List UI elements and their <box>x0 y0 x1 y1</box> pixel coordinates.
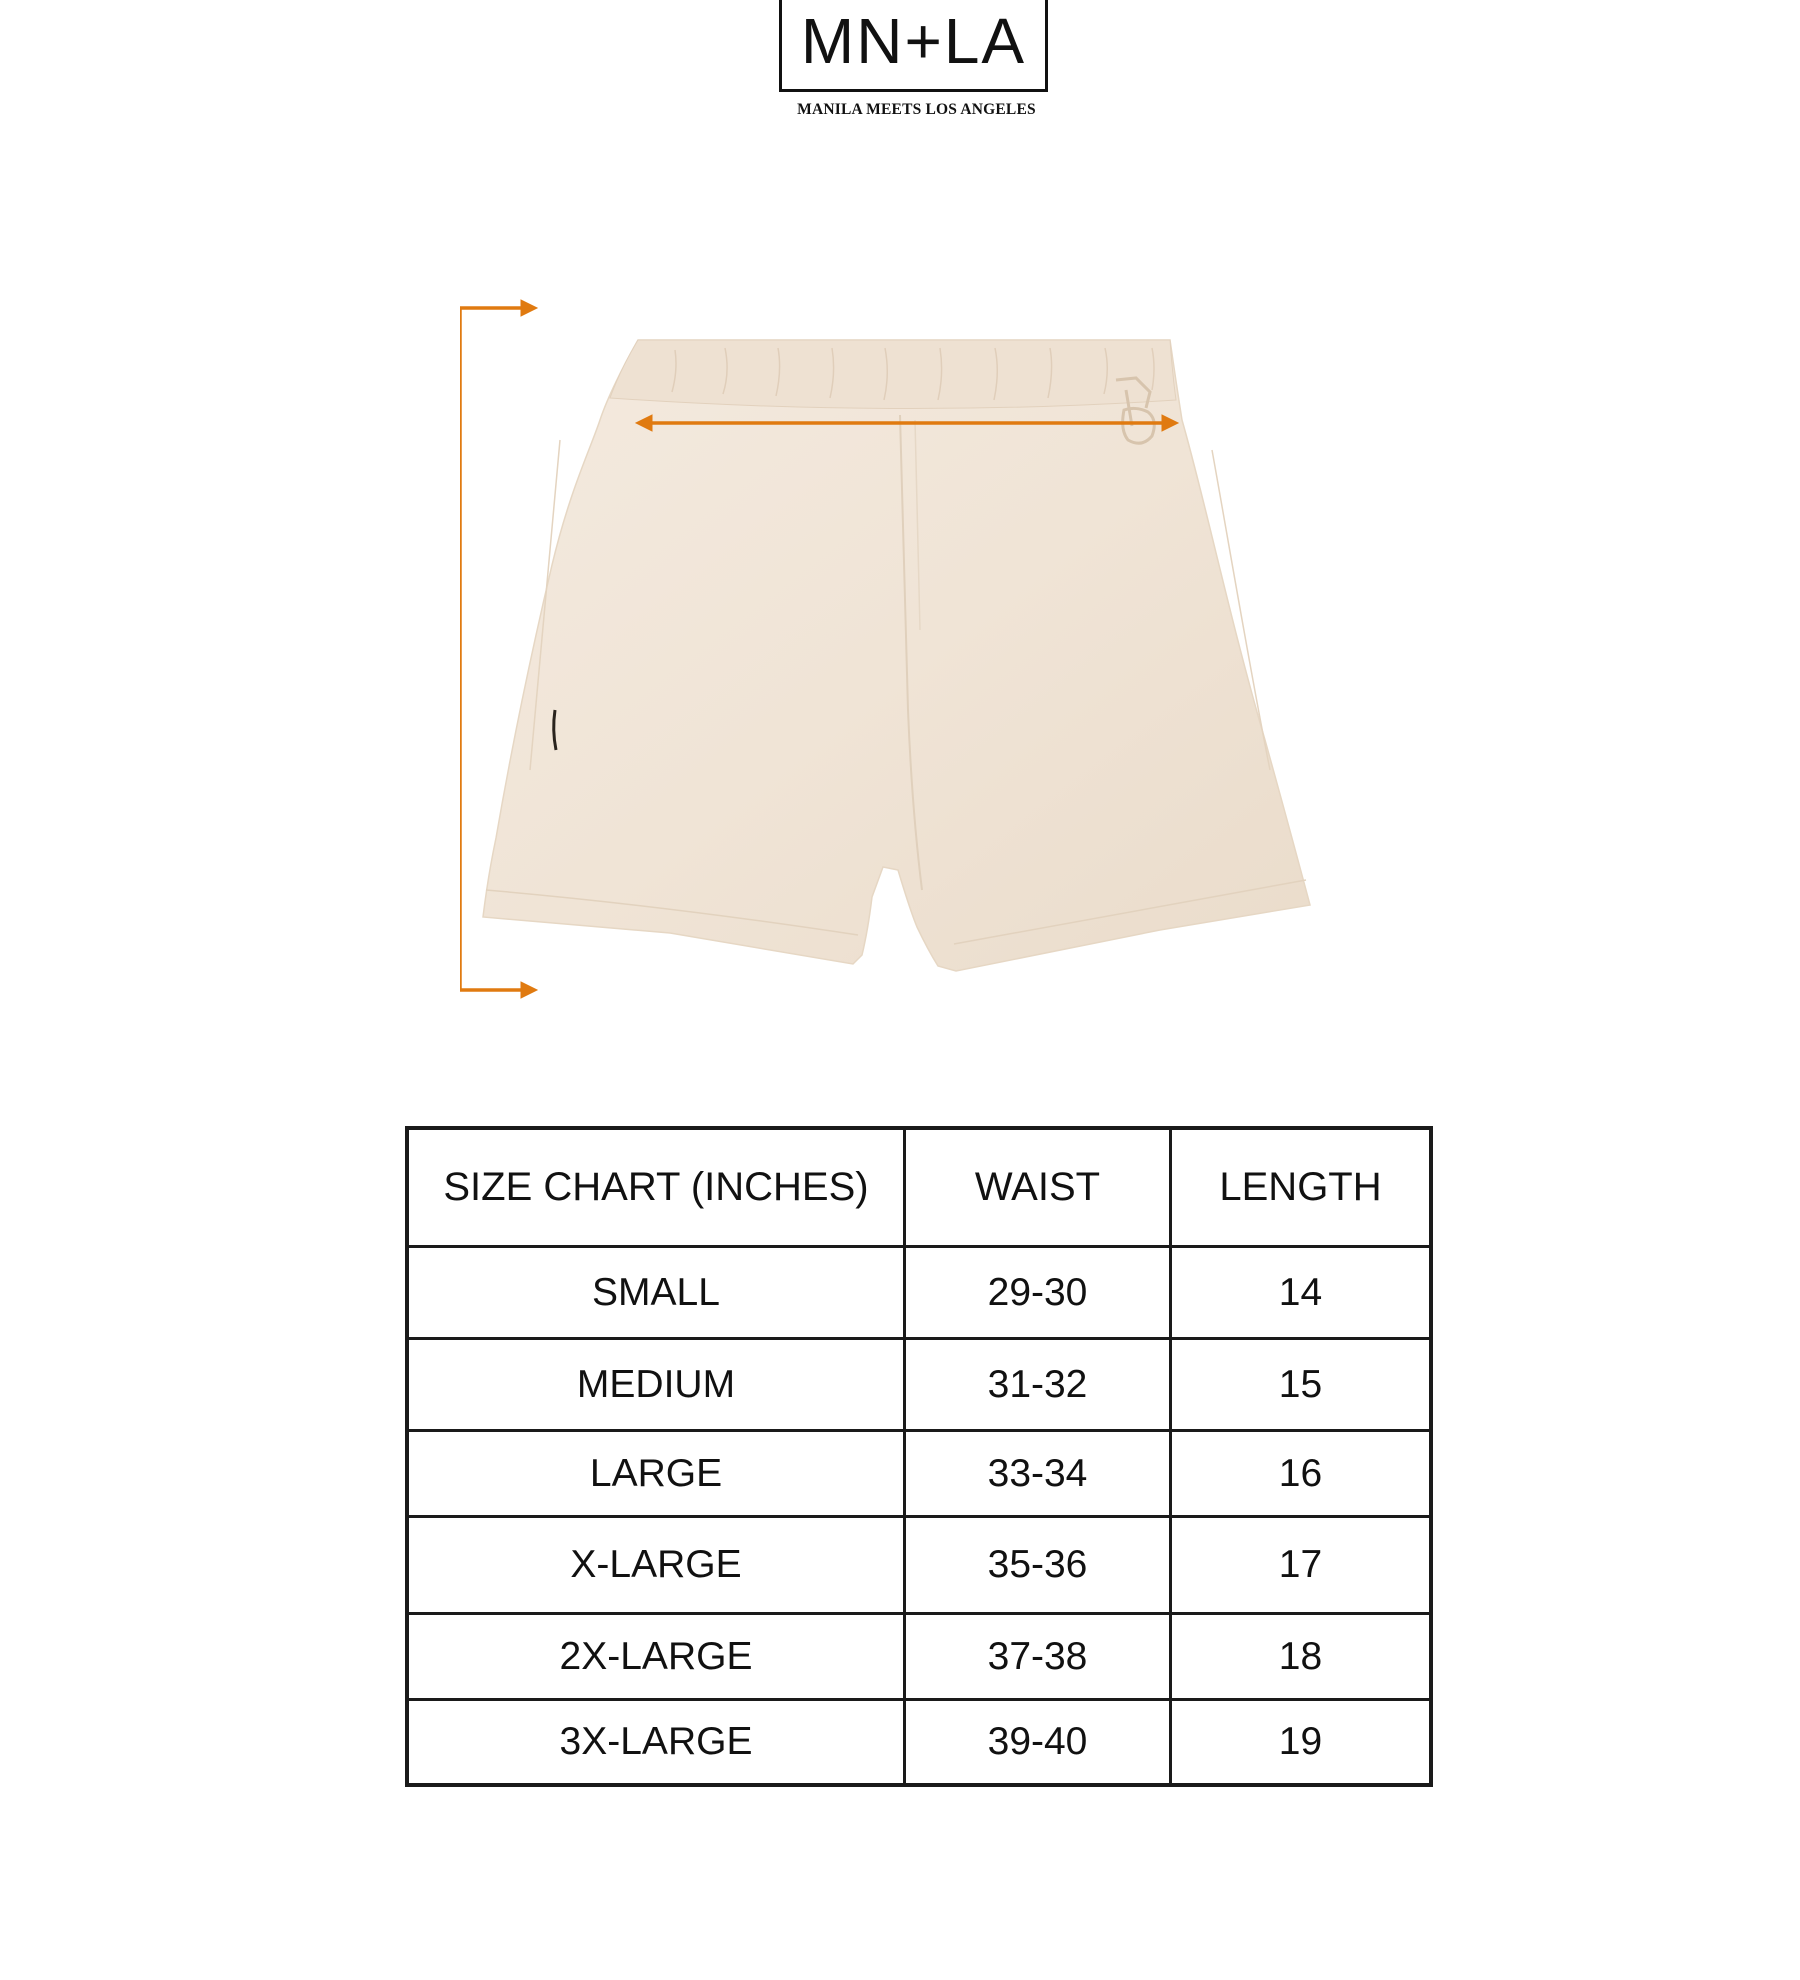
logo-box <box>779 0 1048 92</box>
shorts-body <box>483 340 1310 971</box>
table-row <box>409 1248 1429 1340</box>
waist-cell: 29-30 <box>906 1248 1172 1337</box>
header-length: LENGTH <box>1219 1165 1382 1209</box>
brand-logo <box>779 0 1054 122</box>
logo-tagline: MANILA MEETS LOS ANGELES <box>797 101 1036 118</box>
size-cell: SMALL <box>409 1248 906 1337</box>
table-header-row <box>409 1130 1429 1248</box>
length-cell: 16 <box>1278 1451 1323 1495</box>
length-cell: 15 <box>1278 1362 1323 1406</box>
size-cell: MEDIUM <box>409 1340 906 1429</box>
length-cell: 19 <box>1278 1720 1323 1763</box>
waist-cell: 35-36 <box>906 1518 1172 1612</box>
size-cell: X-LARGE <box>409 1518 906 1612</box>
table-row <box>409 1432 1429 1518</box>
waistband <box>610 340 1176 409</box>
logo-mark: MN+LA <box>800 5 1027 77</box>
length-cell: 14 <box>1278 1270 1323 1314</box>
length-cell: 18 <box>1278 1634 1323 1678</box>
table-row <box>409 1340 1429 1432</box>
size-chart-table <box>405 1126 1433 1787</box>
waist-cell: 37-38 <box>906 1615 1172 1698</box>
shorts-diagram <box>460 290 1360 1010</box>
waist-cell: 33-34 <box>906 1432 1172 1515</box>
header-size-chart: SIZE CHART (INCHES) <box>409 1130 906 1245</box>
waist-cell: 31-32 <box>906 1340 1172 1429</box>
size-cell: LARGE <box>409 1432 906 1515</box>
table-row <box>409 1518 1429 1615</box>
table-row <box>409 1701 1429 1783</box>
size-cell: 2X-LARGE <box>409 1615 906 1698</box>
table-row <box>409 1615 1429 1701</box>
size-cell: 3X-LARGE <box>409 1701 906 1783</box>
waist-cell: 39-40 <box>906 1701 1172 1783</box>
length-cell: 17 <box>1278 1543 1323 1586</box>
header-waist: WAIST <box>906 1130 1172 1245</box>
product-measurement-diagram <box>460 290 1360 1010</box>
